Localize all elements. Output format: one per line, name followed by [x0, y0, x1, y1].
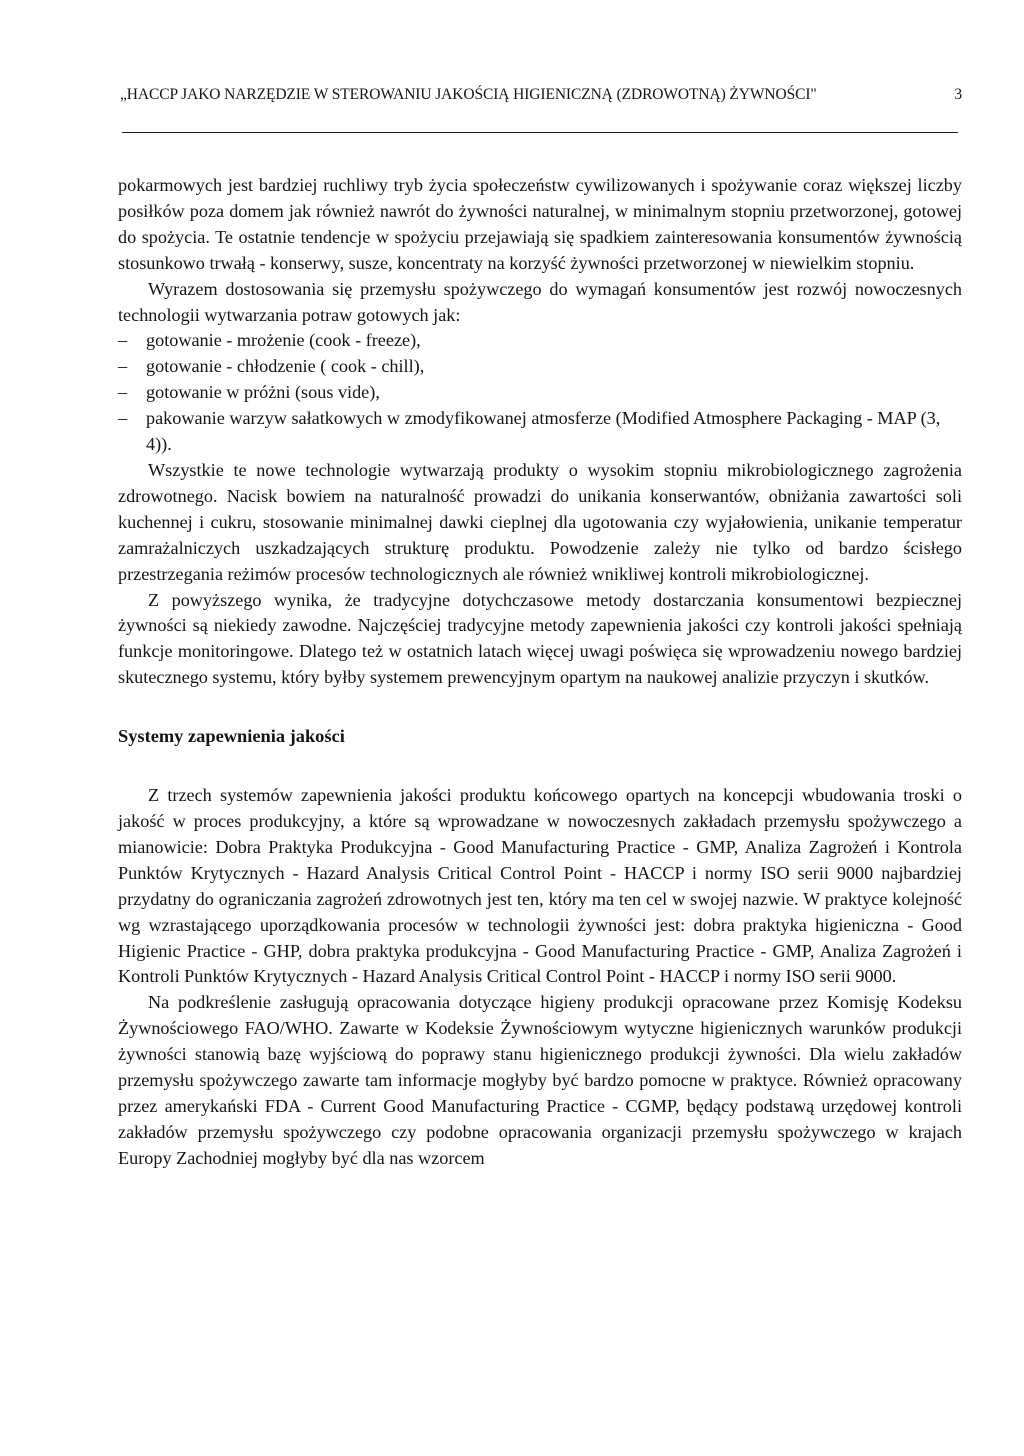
paragraph-continuation: pokarmowych jest bardziej ruchliwy tryb życia społeczeństw cywilizowanych i spożywanie coraz większej liczby posiłków poza domem jak również nawrót do żywności naturalnej, w minimalnym stopniu przetworzonej, gotowej do spożycia. Te ostatnie tendencje w spożyciu przejawiają się spadkiem zainteresowania konsumentów żywnością stosunkowo trwałą - konserwy, susze, koncentraty na korzyść żywności przetworzonej w niewielkim stopniu. — [118, 175, 962, 273]
list-item — [118, 406, 962, 458]
list-item-text: gotowanie - mrożenie (cook - freeze), — [146, 330, 421, 351]
list-item-text: gotowanie - chłodzenie ( cook - chill), — [146, 356, 425, 377]
list-item-text: pakowanie warzyw sałatkowych w zmodyfikowanej atmosferze (Modified Atmosphere Packaging - MAP (3, 4)). — [146, 408, 941, 455]
list-item — [118, 328, 962, 354]
page-number: 3 — [954, 86, 962, 103]
list-dash: – — [118, 330, 128, 351]
paragraph-microbiological-risk: Wszystkie te nowe technologie wytwarzają produkty o wysokim stopniu mikrobiologicznego zagrożenia zdrowotnego. Nacisk bowiem na naturalność prowadzi do unikania konserwantów, obniżania zawartości soli kuchennej i cukru, stosowanie minimalnej dawki cieplnej dla ugotowania czy wyjałowienia, unikanie temperatur zamrażalniczych uszkadzających strukturę produktu. Powodzenie zależy nie tylko od bardzo ścisłego przestrzegania reżimów procesów technologicznych ale również wnikliwej kontroli mikrobiologicznej. — [118, 459, 962, 584]
list-item — [118, 354, 962, 380]
list-item-text: gotowanie w próżni (sous vide), — [146, 382, 380, 403]
body-text — [118, 173, 962, 1172]
section-heading: Systemy zapewnienia jakości — [118, 726, 345, 747]
running-header-title: „HACCP JAKO NARZĘDZIE W STEROWANIU JAKOŚCIĄ HIGIENICZNĄ (ZDROWOTNĄ) ŻYWNOŚCI" — [120, 86, 817, 103]
technology-list — [118, 328, 962, 458]
list-dash: – — [118, 356, 128, 377]
header-rule — [122, 132, 958, 133]
list-dash: – — [118, 408, 128, 429]
paragraph-codex-hygiene: Na podkreślenie zasługują opracowania dotyczące higieny produkcji opracowane przez Komisję Kodeksu Żywnościowego FAO/WHO. Zawarte w Kodeksie Żywnościowym wytyczne higienicznych warunków produkcji żywności stanowią bazę wyjściową do poprawy stanu higienicznego produkcji żywności. Dla wielu zakładów przemysłu spożywczego zawarte tam informacje mogłyby być bardzo pomocne w praktyce. Również opracowany przez amerykański FDA - Current Good Manufacturing Practice - CGMP, będący podstawą urzędowej kontroli zakładów przemysłu spożywczego czy podobne opracowania organizacji przemysłu spożywczego w krajach Europy Zachodniej mogłyby być dla nas wzorcem — [118, 992, 962, 1168]
paragraph-technologies-intro: Wyrazem dostosowania się przemysłu spożywczego do wymagań konsumentów jest rozwój nowoczesnych technologii wytwarzania potraw gotowych jak: — [118, 278, 962, 325]
list-dash: – — [118, 382, 128, 403]
running-header — [118, 86, 962, 110]
list-item — [118, 380, 962, 406]
paragraph-quality-systems: Z trzech systemów zapewnienia jakości produktu końcowego opartych na koncepcji wbudowania troski o jakość w proces produkcyjny, a które są wprowadzane w nowoczesnych zakładach przemysłu spożywczego a mianowicie: Dobra Praktyka Produkcyjna - Good Manufacturing Practice - GMP, Analiza Zagrożeń i Kontrola Punktów Krytycznych - Hazard Analysis Critical Control Point - HACCP i normy ISO serii 9000 najbardziej przydatny do ograniczania zagrożeń zdrowotnych jest ten, który ma ten cel w swojej nazwie. W praktyce kolejność wg wzrastającego uporządkowania procesów w technologii żywności jest: dobra praktyka higieniczna - Good Higienic Practice - GHP, dobra praktyka produkcyjna - Good Manufacturing Practice - GMP, Analiza Zagrożeń i Kontroli Punktów Krytycznych - Hazard Analysis Critical Control Point - HACCP i normy ISO serii 9000. — [118, 785, 962, 987]
paragraph-traditional-methods: Z powyższego wynika, że tradycyjne dotychczasowe metody dostarczania konsumentowi bezpiecznej żywności są niekiedy zawodne. Najczęściej tradycyjne metody zapewnienia jakości czy kontroli jakości spełniają funkcje monitoringowe. Dlatego też w ostatnich latach więcej uwagi poświęca się wprowadzeniu nowego bardziej skutecznego systemu, który byłby systemem prewencyjnym opartym na naukowej analizie przyczyn i skutków. — [118, 589, 962, 688]
document-page — [118, 86, 962, 1172]
